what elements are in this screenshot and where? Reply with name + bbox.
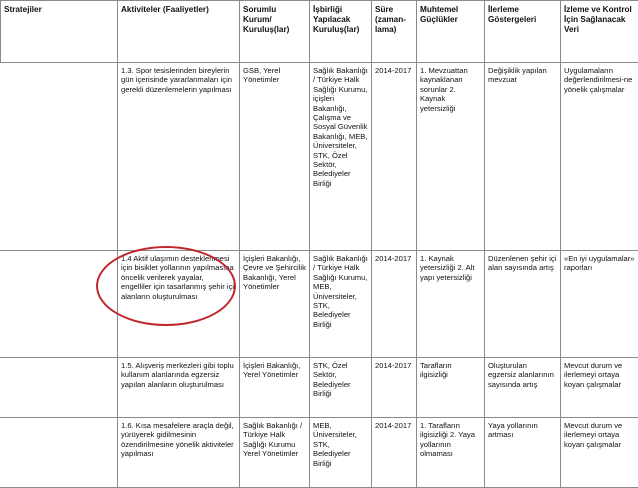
cell-responsible: GSB, Yerel Yönetimler — [240, 63, 310, 251]
cell-monitoring: Mevcut durum ve ilerlemeyi ortaya koyan çalışmalar — [561, 418, 638, 488]
cell-partners: MEB, Üniversiteler, STK, Belediyeler Birliği — [310, 418, 372, 488]
cell-responsible: İçişleri Bakanlığı, Çevre ve Şehircilik Bakanlığı, Yerel Yönetimler — [240, 251, 310, 358]
cell-partners: Sağlık Bakanlığı / Türkiye Halk Sağlığı Kurumu, MEB, Üniversiteler, STK, Belediyeler Birliği — [310, 251, 372, 358]
cell-progress: Yaya yollarının artması — [485, 418, 561, 488]
cell-activity: 1.3. Spor tesislerinden bireylerin gün içerisinde yararlanmaları için gerekli düzenlemelerin yapılması — [118, 63, 240, 251]
cell-progress: Oluşturulan egzersiz alanlarının sayısında artış — [485, 358, 561, 418]
table-header-row — [1, 1, 638, 63]
cell-activity: 1.6. Kısa mesafelere araçla değil, yürüyerek gidilmesinin özendirilmesine yönelik aktiviteler yapılması — [118, 418, 240, 488]
header-activities: Aktiviteler (Faaliyetler) — [118, 1, 240, 63]
header-progress: İlerleme Göstergeleri — [485, 1, 561, 63]
cell-strategy — [1, 358, 118, 418]
header-partners: İşbirliği Yapılacak Kuruluş(lar) — [310, 1, 372, 63]
cell-partners: STK, Özel Sektör, Belediyeler Birliği — [310, 358, 372, 418]
table-row — [1, 358, 638, 418]
cell-monitoring: «En iyi uygulamalar» raporları — [561, 251, 638, 358]
cell-difficulties: 1. Kaynak yetersizliği 2. Alt yapı yetersizliği — [417, 251, 485, 358]
header-duration: Süre (zaman-lama) — [372, 1, 417, 63]
cell-strategy — [1, 418, 118, 488]
table-row — [1, 63, 638, 251]
cell-activity: 1.4 Aktif ulaşımın desteklenmesi için bisiklet yollarının yapılmasına öncelik verilerek yayalar, engelliler için tasarlanmış şehir içi alanların oluşturulması — [118, 251, 240, 358]
cell-activity: 1.5. Alışveriş merkezleri gibi toplu kullanım alanlarında egzersiz yapılan alanların oluşturulması — [118, 358, 240, 418]
cell-duration: 2014-2017 — [372, 418, 417, 488]
cell-monitoring: Mevcut durum ve ilerlemeyi ortaya koyan çalışmalar — [561, 358, 638, 418]
cell-difficulties: Tarafların ilgisizliği — [417, 358, 485, 418]
cell-difficulties: 1. Mevzuattan kaynaklanan sorunlar 2. Kaynak yetersizliği — [417, 63, 485, 251]
cell-difficulties: 1. Tarafların ilgisizliği 2. Yaya yollarının olmaması — [417, 418, 485, 488]
cell-responsible: Sağlık Bakanlığı / Türkiye Halk Sağlığı Kurumu Yerel Yönetimler — [240, 418, 310, 488]
cell-monitoring: Uygulamaların değerlendirilmesi-ne yönelik çalışmalar — [561, 63, 638, 251]
cell-duration: 2014-2017 — [372, 358, 417, 418]
cell-progress: Değişiklik yapılan mevzuat — [485, 63, 561, 251]
cell-responsible: İçişleri Bakanlığı, Yerel Yönetimler — [240, 358, 310, 418]
header-strategies: Stratejiler — [1, 1, 118, 63]
cell-duration: 2014-2017 — [372, 63, 417, 251]
header-monitoring: İzleme ve Kontrol İçin Sağlanacak Veri — [561, 1, 638, 63]
cell-duration: 2014-2017 — [372, 251, 417, 358]
table-row — [1, 418, 638, 488]
cell-strategy — [1, 251, 118, 358]
cell-progress: Düzenlenen şehir içi alan sayısında artış — [485, 251, 561, 358]
header-difficulties: Muhtemel Güçlükler — [417, 1, 485, 63]
table-row — [1, 251, 638, 358]
cell-strategy — [1, 63, 118, 251]
cell-partners: Sağlık Bakanlığı / Türkiye Halk Sağlığı Kurumu, içişleri Bakanlığı, Çalışma ve Sosyal Güvenlik Bakanlığı, MEB, Üniversiteler, STK, Özel Sektör, Belediyeler Birliği — [310, 63, 372, 251]
header-responsible: Sorumlu Kurum/ Kuruluş(lar) — [240, 1, 310, 63]
